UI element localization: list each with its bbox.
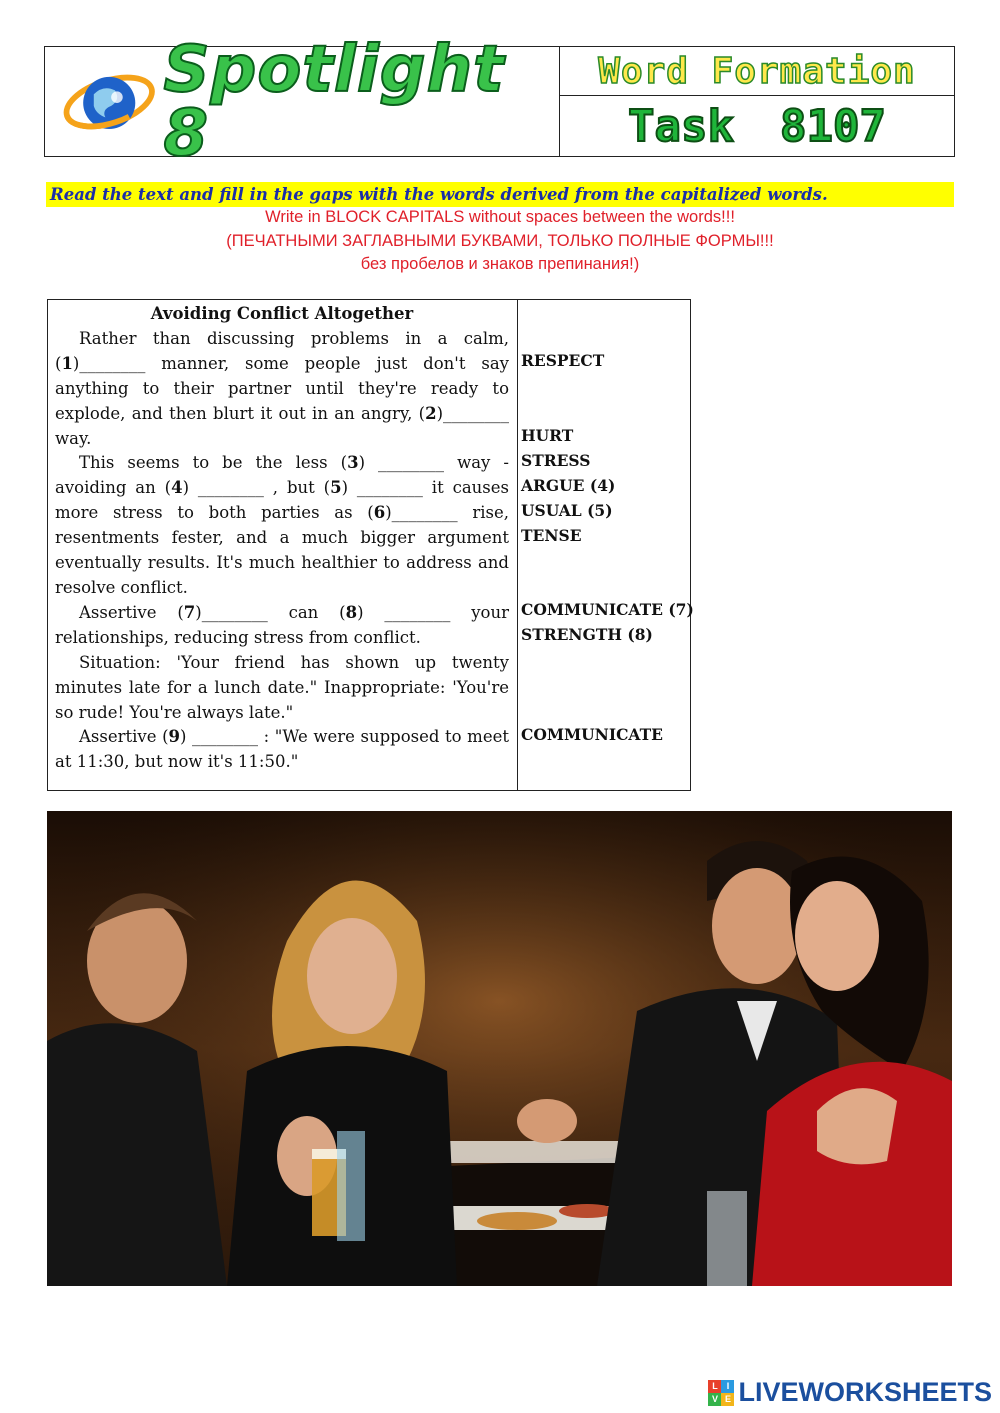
gap-8[interactable]: 8: [345, 602, 358, 622]
text-title: Avoiding Conflict Altogether: [150, 304, 414, 323]
gap-4[interactable]: 4: [171, 478, 183, 498]
keyword-8: STRENGTH (8): [521, 625, 653, 644]
brand-name: LIVEWORKSHEETS: [738, 1377, 992, 1407]
gap-1[interactable]: 1: [61, 353, 73, 373]
gap-6[interactable]: 6: [373, 503, 386, 523]
keyword-1: RESPECT: [521, 351, 605, 370]
keyword-2: HURT: [521, 426, 574, 445]
instruction-no-spaces-ru: без пробелов и знаков препинания!): [360, 255, 640, 273]
instruction-main: Read the text and fill in the gaps with the words derived from the capitalized words.: [46, 182, 954, 207]
header-box: [44, 32, 955, 171]
keyword-9: COMMUNICATE: [521, 725, 663, 744]
gap-5[interactable]: 5: [330, 478, 342, 498]
keywords-column: [518, 300, 694, 790]
globe-logo-icon: [61, 61, 157, 143]
instruction-caps-ru: (ПЕЧАТНЫМИ ЗАГЛАВНЫМИ БУКВАМИ, ТОЛЬКО ПОЛНЫЕ ФОРМЫ!!!: [226, 232, 774, 250]
liveworksheets-badge-icon: L I V E: [708, 1380, 734, 1406]
task-label: Task: [628, 100, 734, 152]
task-number: 8107: [780, 100, 886, 152]
paragraph-5: Assertive (9) ________ : "We were supposed to meet at 11:30, but now it's 11:50.": [55, 727, 509, 772]
keyword-3: STRESS: [521, 451, 591, 470]
instruction-caps-en: Write in BLOCK CAPITALS without spaces between the words!!!: [265, 208, 735, 226]
liveworksheets-logo: [708, 1377, 992, 1408]
paragraph-4: Situation: 'Your friend has shown up twenty minutes late for a lunch date." Inappropriate: 'You're so rude! You're always late.": [55, 652, 509, 722]
keyword-6: TENSE: [521, 526, 582, 545]
keyword-4: ARGUE (4): [521, 476, 616, 495]
paragraph-3: Assertive (7)________ can (8) ________ your relationships, reducing stress from conflict.: [55, 602, 509, 647]
restaurant-photo: [47, 811, 952, 1286]
paragraph-2: This seems to be the less (3) ________ way - avoiding an (4) ________ , but (5) ________ it causes more stress to both parties as (6)________ rise, resentments fester, and a much bigger argument eventually results. It's much healthier to address and resolve conflict.: [55, 453, 510, 597]
task-type: Word Formation: [560, 47, 954, 96]
gap-2[interactable]: 2: [425, 403, 437, 423]
gap-7[interactable]: 7: [183, 602, 196, 622]
gap-9[interactable]: 9: [168, 727, 181, 747]
keyword-5: USUAL (5): [521, 501, 613, 520]
paragraph-1: Rather than discussing problems in a calm, (1)________ manner, some people just don't say anything to their partner until they're ready to explode, and then blurt it out in an angry, (2)________ way.: [55, 328, 509, 448]
logo-area: [45, 32, 560, 171]
exercise-table: [47, 299, 694, 791]
keyword-7: COMMUNICATE (7): [521, 600, 694, 619]
task-id: [560, 96, 954, 156]
logo-text: Spotlight 8: [163, 32, 505, 171]
gap-3[interactable]: 3: [347, 453, 359, 473]
exercise-text: [48, 300, 518, 790]
task-info: [560, 47, 954, 156]
